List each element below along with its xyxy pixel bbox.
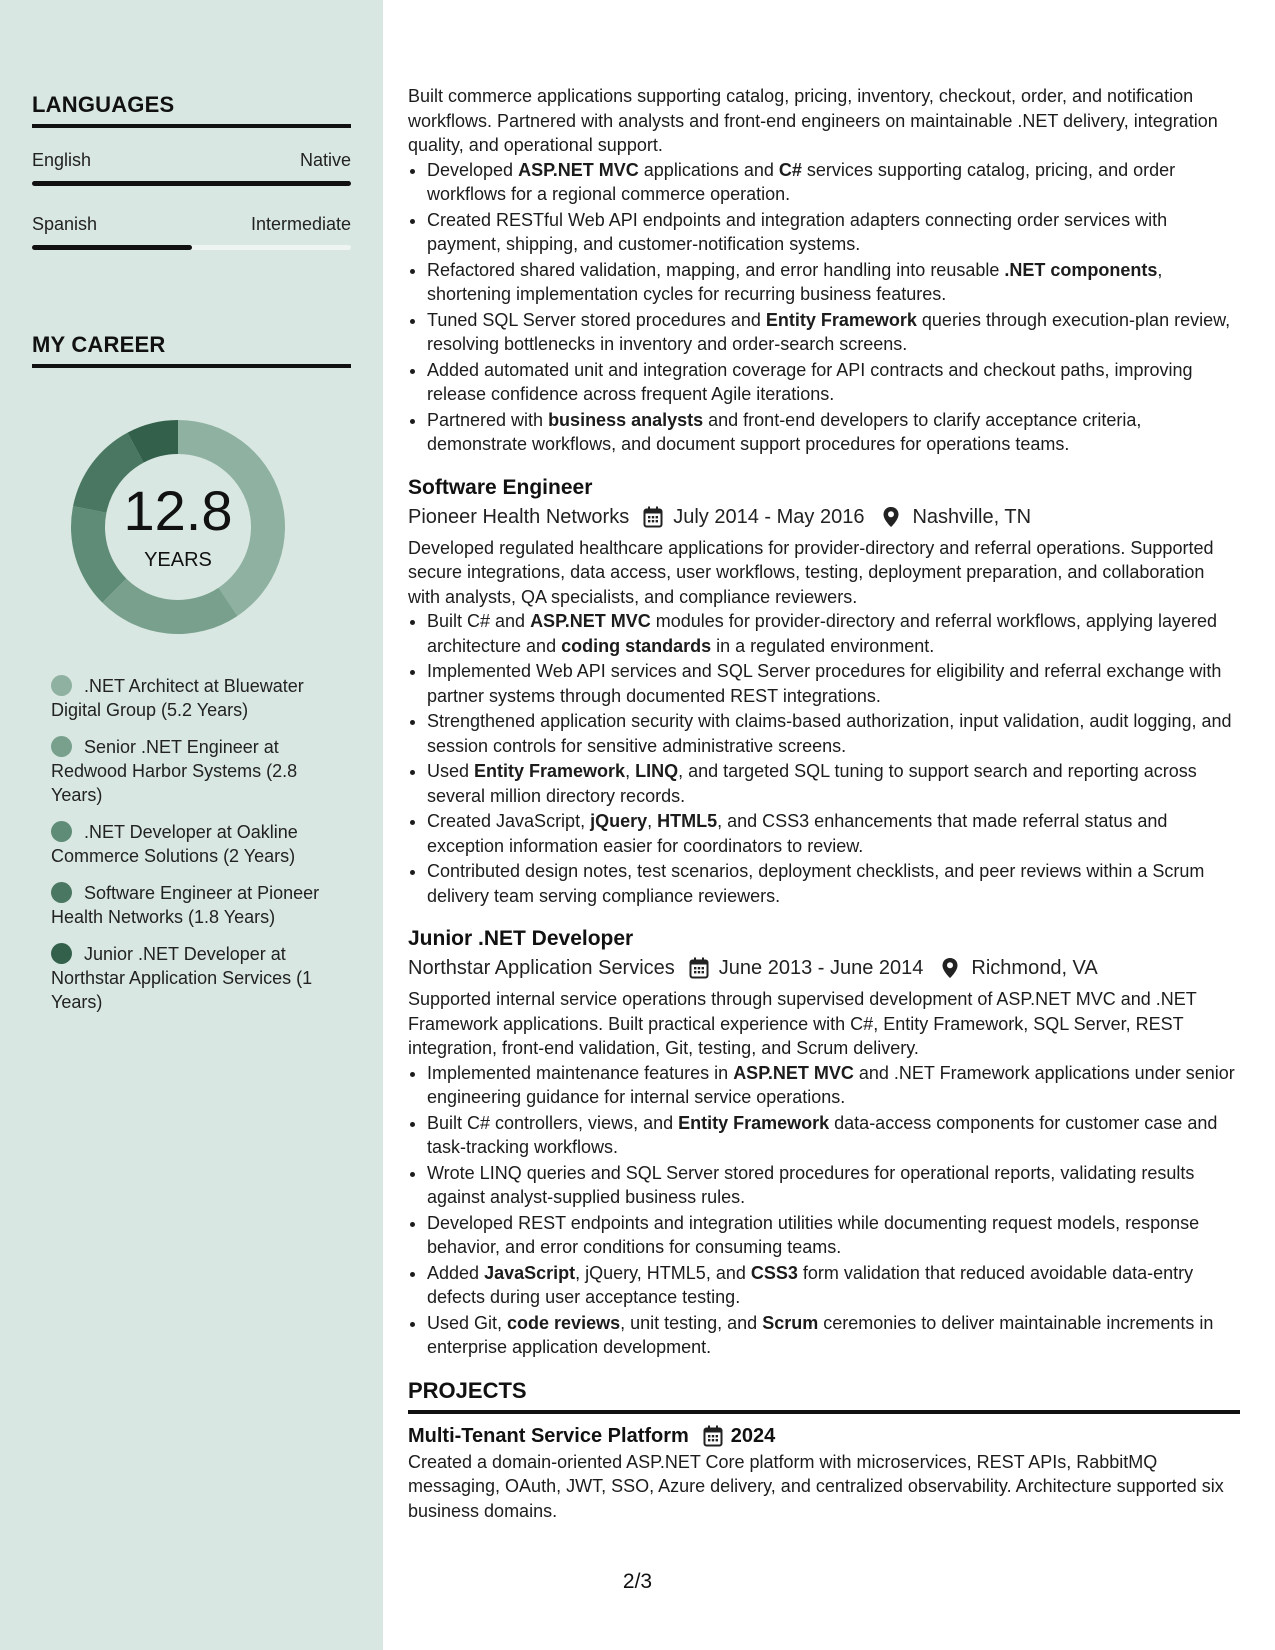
sidebar [0, 0, 383, 1650]
career-donut-chart [64, 413, 292, 641]
career-total-years: 12.8 [123, 479, 233, 542]
company-name: Northstar Application Services [408, 957, 675, 979]
bullet-item: • Implemented Web API services and SQL Server procedures for eligibility and referral exchange with partner systems through documented REST integrations. [427, 659, 1240, 708]
career-legend-item [51, 674, 341, 722]
bullet-item: • Developed REST endpoints and integration utilities while documenting request models, response behavior, and error conditions for consuming teams. [427, 1211, 1240, 1260]
language-name: English [32, 150, 92, 170]
language-level-fill [32, 245, 192, 250]
language-level: Intermediate [250, 214, 351, 234]
legend-label: .NET Architect at Bluewater Digital Group (5.2 Years) [51, 676, 304, 720]
language-level-bar [32, 245, 351, 250]
legend-dot-icon [51, 675, 72, 696]
calendar-icon [643, 506, 663, 528]
intro-job [408, 84, 1240, 457]
main-content [408, 84, 1240, 1523]
language-item [32, 214, 351, 250]
bullet-item: • Used Entity Framework, LINQ, and targeted SQL tuning to support search and reporting across several million directory records. [427, 759, 1240, 808]
page-number: 2/3 [622, 1570, 653, 1593]
career-total-unit: YEARS [144, 549, 212, 571]
legend-dot-icon [51, 882, 72, 903]
legend-dot-icon [51, 943, 72, 964]
project-year: 2024 [730, 1424, 776, 1447]
job-summary: Built commerce applications supporting catalog, pricing, inventory, checkout, order, and notification workflows. Partnered with analysts and front-end engineers on maintainable .NET delivery, integration quality, and operational support. [408, 86, 1218, 155]
bullet-item: • Developed ASP.NET MVC applications and C# services supporting catalog, pricing, and order workflows for a regional commerce operation. [427, 158, 1240, 207]
bullet-item: • Wrote LINQ queries and SQL Server stored procedures for operational reports, validating results against analyst-supplied business rules. [427, 1161, 1240, 1210]
map-pin-icon [941, 957, 961, 979]
bullet-item: • Built C# controllers, views, and Entity Framework data-access components for customer case and task-tracking workflows. [427, 1111, 1240, 1160]
projects-heading: PROJECTS [408, 1378, 1240, 1414]
job-bullets [408, 158, 1240, 457]
career-heading: MY CAREER [32, 332, 351, 368]
career-legend [51, 674, 341, 1027]
bullet-item: • Contributed design notes, test scenarios, deployment checklists, and peer reviews within a Scrum delivery team serving compliance reviewers. [427, 859, 1240, 908]
career-legend-item [51, 820, 341, 868]
legend-label: Software Engineer at Pioneer Health Networks (1.8 Years) [51, 883, 320, 927]
career-legend-item [51, 942, 341, 1014]
bullet-item: • Used Git, code reviews, unit testing, and Scrum ceremonies to deliver maintainable increments in enterprise application development. [427, 1311, 1240, 1360]
bullet-item: • Refactored shared validation, mapping, and error handling into reusable .NET components, shortening implementation cycles for recurring business features. [427, 258, 1240, 307]
job-bullets [408, 1061, 1240, 1360]
career-section [32, 332, 351, 368]
project-title: Multi-Tenant Service Platform [408, 1424, 689, 1447]
language-level-bar [32, 181, 351, 186]
job-title: Junior .NET Developer [408, 927, 634, 950]
legend-dot-icon [51, 736, 72, 757]
languages-heading: LANGUAGES [32, 92, 351, 128]
job-entry [408, 925, 1240, 1360]
job-location: Nashville, TN [912, 505, 1032, 528]
map-pin-icon [882, 506, 902, 528]
job-meta [408, 502, 1240, 532]
language-name: Spanish [32, 214, 98, 234]
project-description: Created a domain-oriented ASP.NET Core platform with microservices, REST APIs, RabbitMQ messaging, OAuth, JWT, SSO, Azure delivery, and centralized observability. Architecture supported six business domains. [408, 1451, 1224, 1521]
legend-label: .NET Developer at Oakline Commerce Solutions (2 Years) [51, 822, 298, 866]
job-location: Richmond, VA [971, 957, 1098, 979]
language-level: Native [299, 150, 351, 170]
bullet-item: • Created RESTful Web API endpoints and integration adapters connecting order services with payment, shipping, and customer-notification systems. [427, 208, 1240, 257]
job-summary: Supported internal service operations through supervised development of ASP.NET MVC and .NET Framework applications. Built practical experience with C#, Entity Framework, SQL Server, REST integration, front-end validation, Git, testing, and Scrum delivery. [408, 989, 1197, 1058]
job-title: Software Engineer [408, 475, 593, 499]
calendar-icon [689, 957, 709, 979]
donut-slice [102, 579, 237, 634]
bullet-item: • Added JavaScript, jQuery, HTML5, and CSS3 form validation that reduced avoidable data-entry defects during user acceptance testing. [427, 1261, 1240, 1310]
legend-dot-icon [51, 821, 72, 842]
job-bullets [408, 609, 1240, 908]
job-dates: June 2013 - June 2014 [718, 957, 924, 979]
bullet-item: • Created JavaScript, jQuery, HTML5, and CSS3 enhancements that made referral status and exception information easier for coordinators to review. [427, 809, 1240, 858]
languages-section [32, 92, 351, 250]
legend-label: Senior .NET Engineer at Redwood Harbor Systems (2.8 Years) [51, 737, 298, 805]
language-level-fill [32, 181, 351, 186]
bullet-item: • Partnered with business analysts and front-end developers to clarify acceptance criteria, demonstrate workflows, and document support procedures for operations teams. [427, 408, 1240, 457]
company-name: Pioneer Health Networks [408, 505, 630, 528]
bullet-item: • Added automated unit and integration coverage for API contracts and checkout paths, improving release confidence across frequent Agile iterations. [427, 358, 1240, 407]
job-entry [408, 474, 1240, 909]
bullet-item: • Built C# and ASP.NET MVC modules for provider-directory and referral workflows, applying layered architecture and coding standards in a regulated environment. [427, 609, 1240, 658]
calendar-icon [703, 1425, 723, 1447]
job-dates: July 2014 - May 2016 [673, 505, 865, 528]
bullet-item: • Strengthened application security with claims-based authorization, input validation, audit logging, and session controls for sensitive administrative screens. [427, 709, 1240, 758]
language-item [32, 150, 351, 186]
legend-label: Junior .NET Developer at Northstar Application Services (1 Years) [51, 944, 313, 1012]
projects-section [408, 1378, 1240, 1524]
bullet-item: • Tuned SQL Server stored procedures and Entity Framework queries through execution-plan review, resolving bottlenecks in inventory and order-search screens. [427, 308, 1240, 357]
project-title-row [408, 1422, 1240, 1450]
career-legend-item [51, 735, 341, 807]
career-legend-item [51, 881, 341, 929]
bullet-item: • Implemented maintenance features in ASP.NET MVC and .NET Framework applications under senior engineering guidance for internal service operations. [427, 1061, 1240, 1110]
job-summary: Developed regulated healthcare applications for provider-directory and referral operations. Supported secure integrations, data access, user workflows, testing, deployment preparation, and collaboration with analysts, QA specialists, and compliance reviewers. [408, 537, 1214, 607]
job-meta [408, 953, 1240, 983]
